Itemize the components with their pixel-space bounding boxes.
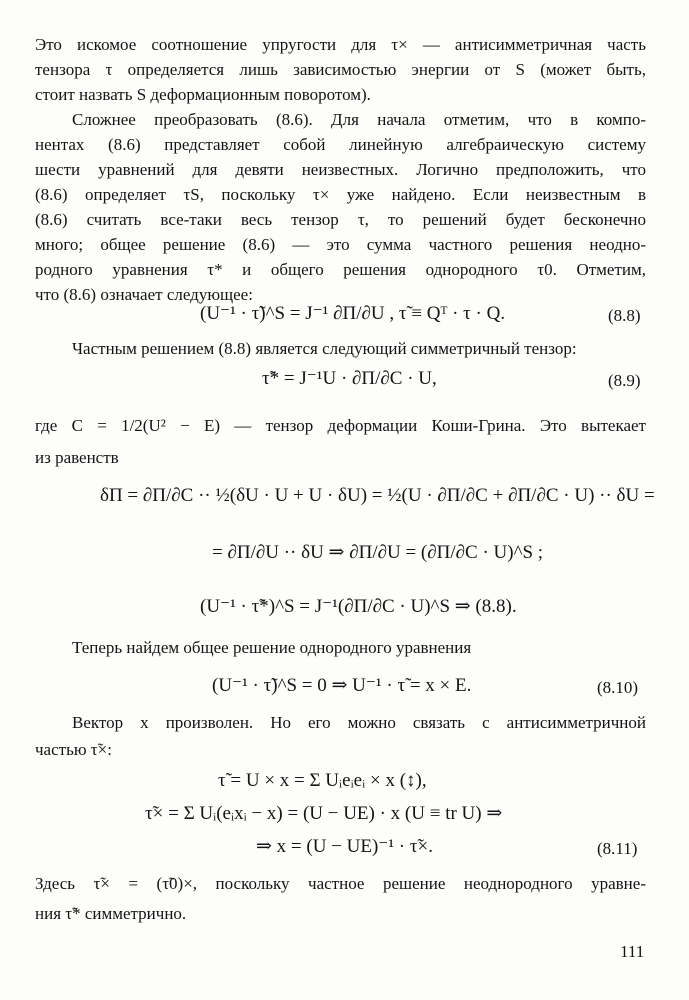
text-line-10: родного уравнения τ* и общего решения однородного τ0. Отметим, [35,260,646,279]
text-line-6: шести уравнений для девяти неизвестных. Логично предположить, что [35,160,646,179]
equation-derivation-1: δΠ = ∂Π/∂C ·· ½(δU · U + U · δU) = ½(U · ∂Π/∂C + ∂Π/∂C · U) ·· δU = [100,485,655,506]
equation-8-10: (U⁻¹ · τ̃)^S = 0 ⇒ U⁻¹ · τ̃ = x × E. [212,675,472,696]
text-line-8: (8.6) считать все-таки весь тензор τ, то решений будет бесконечно [35,210,646,229]
equation-number-8-8: (8.8) [608,306,641,325]
text-line-2: тензора τ определяется лишь зависимостью энергии от S (может быть, [35,60,646,79]
text-line-1: Это искомое соотношение упругости для τ× — антисимметричная часть [35,35,646,54]
text-line-19: ния τ̃* симметрично. [35,904,187,923]
equation-number-8-9: (8.9) [608,371,641,390]
text-line-5: нентах (8.6) представляет собой линейную алгебраическую систему [35,135,646,154]
page-number: 111 [620,942,645,961]
text-line-14: из равенств [35,448,119,467]
text-line-13: где C = 1/2(U² − E) — тензор деформации Коши-Грина. Это вытекает [35,416,646,435]
equation-tau-cross: τ̃× = Σ Uᵢ(eᵢxᵢ − x) = (U − UE) · x (U ≡ tr U) ⇒ [145,803,503,824]
text-line-12: Частным решением (8.8) является следующий симметричный тензор: [72,339,577,358]
equation-derivation-2: = ∂Π/∂U ·· δU ⇒ ∂Π/∂U = (∂Π/∂C · U)^S ; [212,542,544,563]
equation-number-8-11: (8.11) [597,839,638,858]
text-line-16: Вектор x произволен. Но его можно связать с антисимметричной [72,713,646,732]
equation-8-11: ⇒ x = (U − UE)⁻¹ · τ̃×. [256,836,433,857]
text-line-18: Здесь τ̃× = (τ̃0)×, поскольку частное решение неоднородного уравне- [35,874,646,893]
text-line-3: стоит назвать S деформационным поворотом). [35,85,371,104]
text-line-15: Теперь найдем общее решение однородного уравнения [72,638,472,657]
text-line-4: Сложнее преобразовать (8.6). Для начала отметим, что в компо- [72,110,646,129]
equation-number-8-10: (8.10) [597,678,639,697]
text-line-11: что (8.6) означает следующее: [35,285,253,304]
equation-8-9: τ̃* = J⁻¹U · ∂Π/∂C · U, [262,368,437,389]
text-line-17: частью τ̃×: [35,740,112,759]
text-line-7: (8.6) определяет τS, поскольку τ× уже найдено. Если неизвестным в [35,185,646,204]
equation-derivation-3: (U⁻¹ · τ̃*)^S = J⁻¹(∂Π/∂C · U)^S ⇒ (8.8). [200,596,517,617]
equation-tau-vector: τ̃ = U × x = Σ Uᵢeᵢeᵢ × x (↕), [218,770,427,791]
equation-8-8: (U⁻¹ · τ̃)^S = J⁻¹ ∂Π/∂U , τ̃ ≡ Qᵀ · τ · Q. [200,303,506,324]
text-line-9: много; общее решение (8.6) — это сумма частного решения неодно- [35,235,646,254]
